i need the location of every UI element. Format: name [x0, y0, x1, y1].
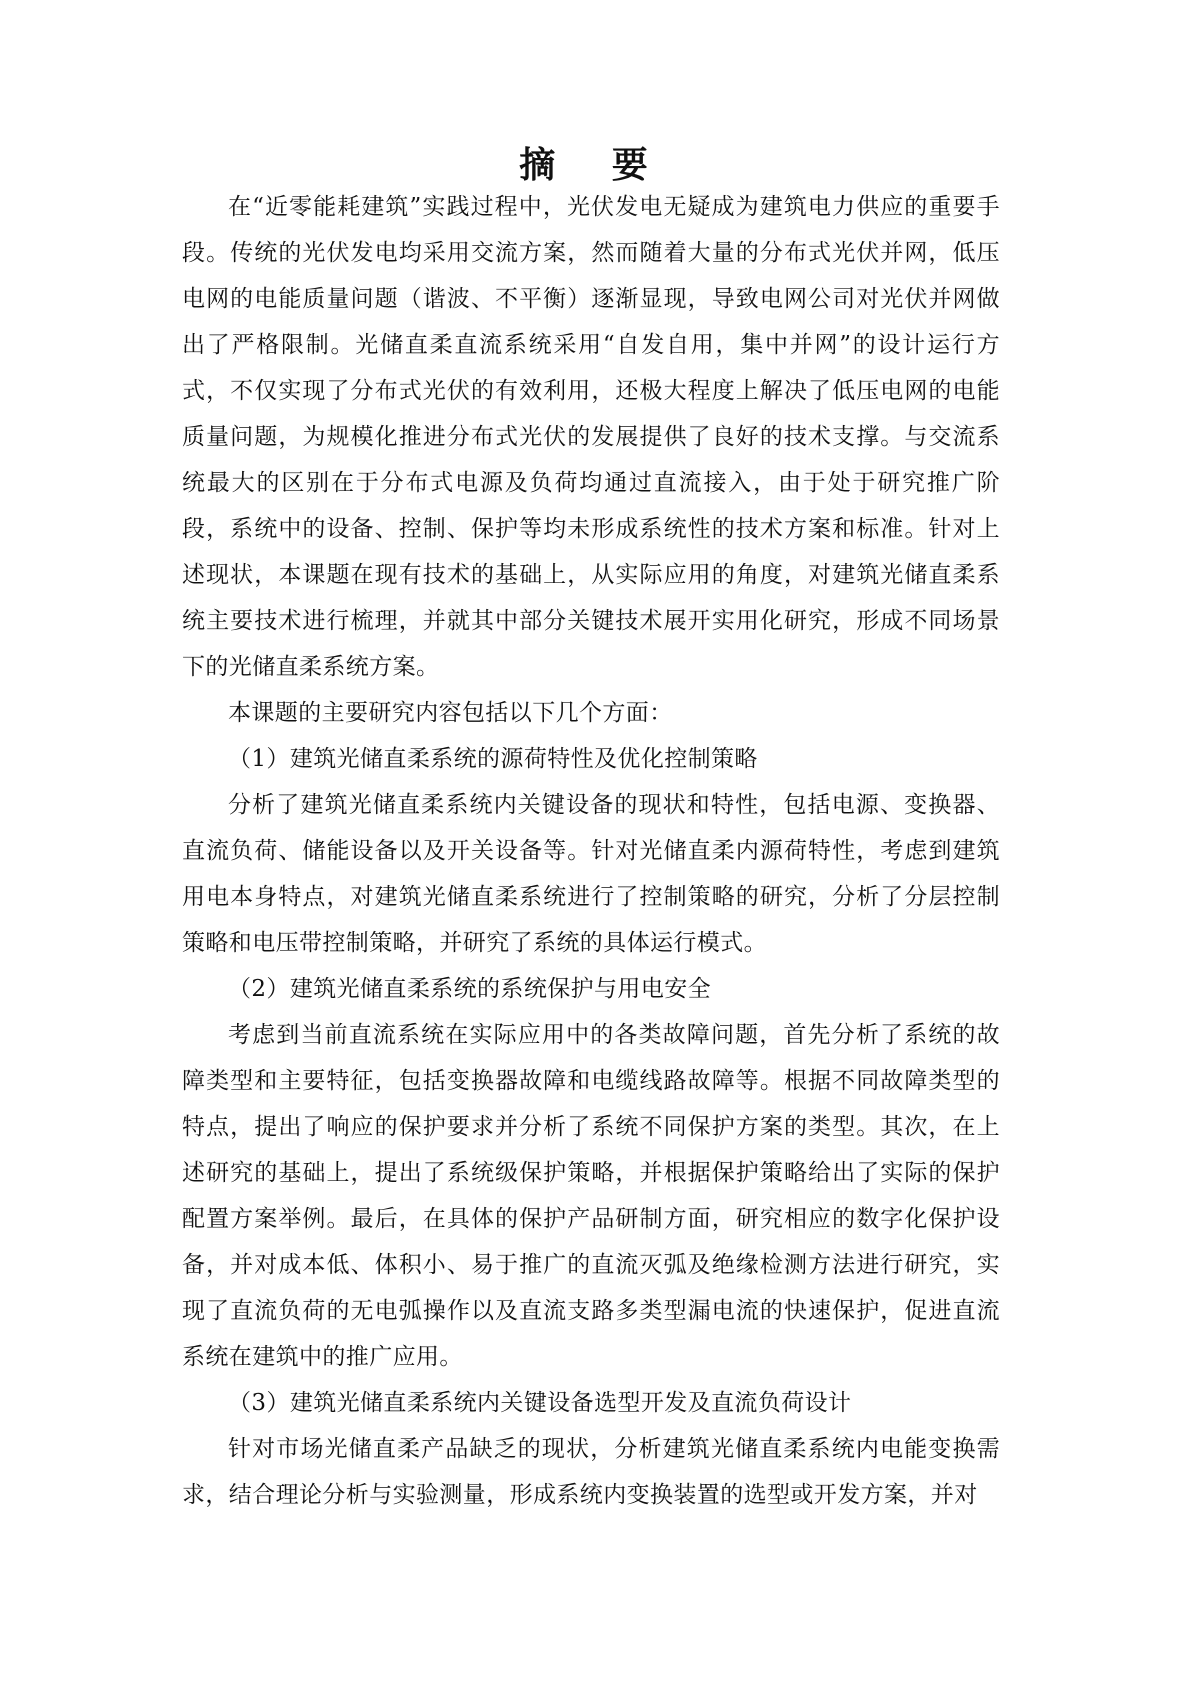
- intro-paragraph: 在“近零能耗建筑”实践过程中，光伏发电无疑成为建筑电力供应的重要手段。传统的光伏发电均采用交流方案，然而随着大量的分布式光伏并网，低压电网的电能质量问题（谐波、不平衡）逐渐显现，导致电网公司对光伏并网做出了严格限制。光储直柔直流系统采用“自发自用，集中并网”的设计运行方式，不仅实现了分布式光伏的有效利用，还极大程度上解决了低压电网的电能质量问题，为规模化推进分布式光伏的发展提供了良好的技术支撑。与交流系统最大的区别在于分布式电源及负荷均通过直流接入，由于处于研究推广阶段，系统中的设备、控制、保护等均未形成系统性的技术方案和标准。针对上述现状，本课题在现有技术的基础上，从实际应用的角度，对建筑光储直柔系统主要技术进行梳理，并就其中部分关键技术展开实用化研究，形成不同场景下的光储直柔系统方案。: [182, 194, 1000, 680]
- section-heading-2: （2）建筑光储直柔系统的系统保护与用电安全: [228, 976, 712, 1002]
- page-title: 摘 要: [519, 144, 670, 186]
- abstract-body: [182, 184, 1000, 1518]
- section-heading-3: （3）建筑光储直柔系统内关键设备选型开发及直流负荷设计: [228, 1390, 852, 1416]
- section-paragraph-3: 针对市场光储直柔产品缺乏的现状，分析建筑光储直柔系统内电能变换需求，结合理论分析与实验测量，形成系统内变换装置的选型或开发方案，并对: [182, 1436, 1000, 1508]
- contents-lead-paragraph: 本课题的主要研究内容包括以下几个方面：: [228, 700, 673, 726]
- section-paragraph-1: 分析了建筑光储直柔系统内关键设备的现状和特性，包括电源、变换器、直流负荷、储能设备以及开关设备等。针对光储直柔内源荷特性，考虑到建筑用电本身特点，对建筑光储直柔系统进行了控制策略的研究，分析了分层控制策略和电压带控制策略，并研究了系统的具体运行模式。: [182, 792, 1000, 956]
- section-paragraph-2: 考虑到当前直流系统在实际应用中的各类故障问题，首先分析了系统的故障类型和主要特征，包括变换器故障和电缆线路故障等。根据不同故障类型的特点，提出了响应的保护要求并分析了系统不同保护方案的类型。其次，在上述研究的基础上，提出了系统级保护策略，并根据保护策略给出了实际的保护配置方案举例。最后，在具体的保护产品研制方面，研究相应的数字化保护设备，并对成本低、体积小、易于推广的直流灭弧及绝缘检测方法进行研究，实现了直流负荷的无电弧操作以及直流支路多类型漏电流的快速保护，促进直流系统在建筑中的推广应用。: [182, 1022, 1000, 1370]
- section-heading-1: （1）建筑光储直柔系统的源荷特性及优化控制策略: [228, 746, 758, 772]
